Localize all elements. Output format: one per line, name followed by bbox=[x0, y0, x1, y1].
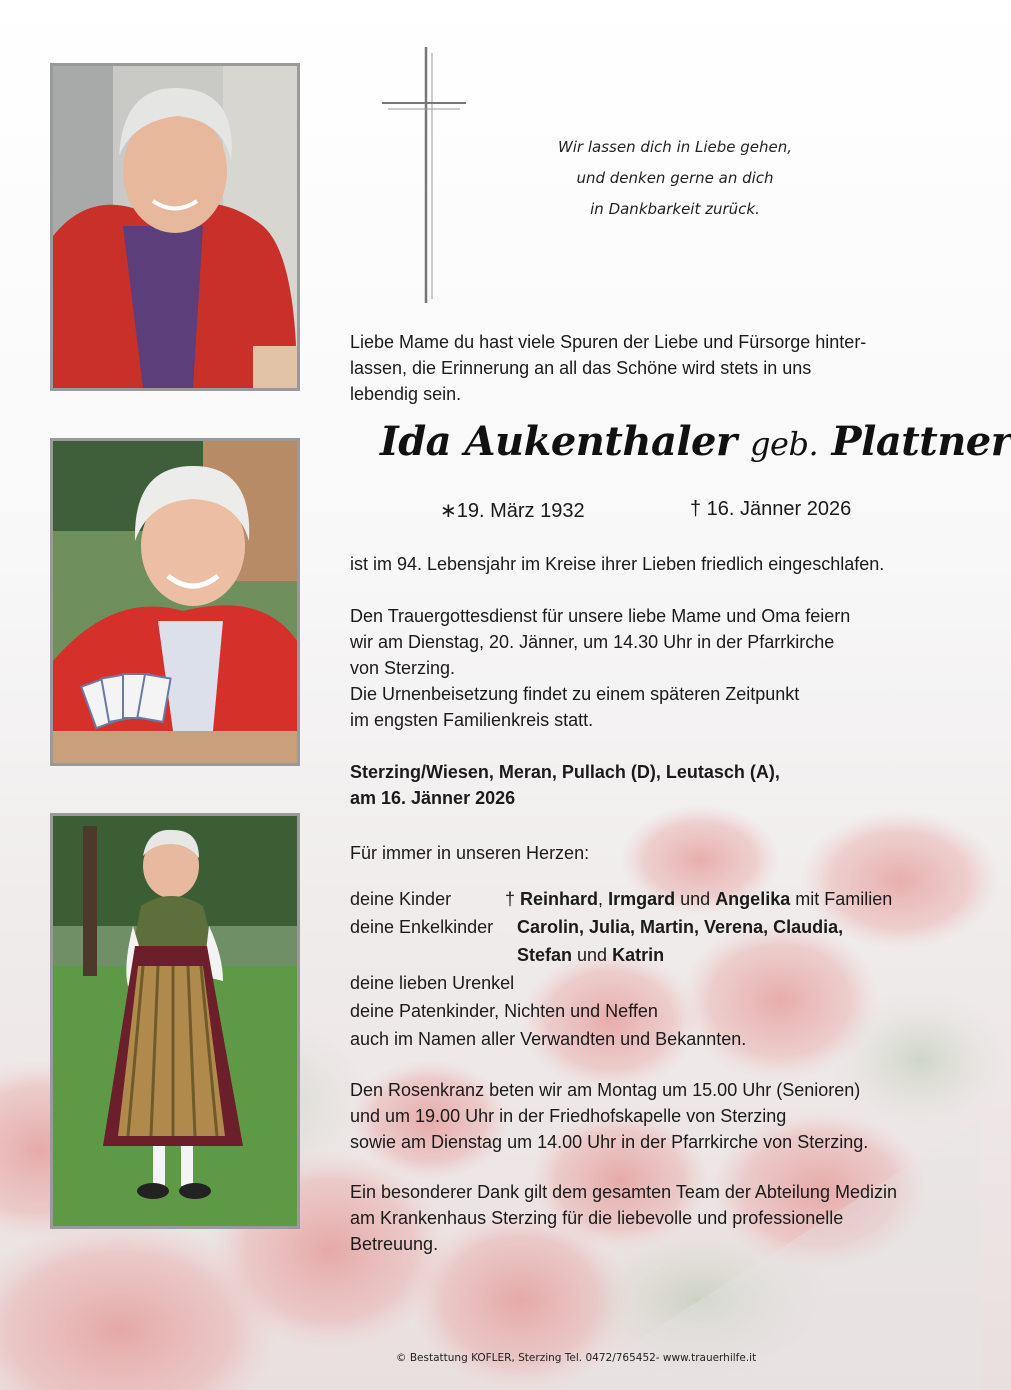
thanks-line: Ein besonderer Dank gilt dem gesamten Team der Abteilung Medizin bbox=[350, 1182, 897, 1202]
kinder-name-1: Reinhard bbox=[520, 889, 599, 909]
enkel-names-2 bbox=[517, 941, 664, 969]
motto-line: Wir lassen dich in Liebe gehen, bbox=[557, 138, 793, 156]
birth-date: ∗19. März 1932 bbox=[440, 500, 585, 522]
kinder-sep: , bbox=[598, 889, 604, 909]
forever-line: Für immer in unseren Herzen: bbox=[350, 843, 590, 863]
kinder-cross: † bbox=[505, 889, 516, 909]
rosary-line: Den Rosenkranz beten wir am Montag um 15.00 Uhr (Senioren) bbox=[350, 1080, 861, 1100]
service-line: Den Trauergottesdienst für unsere liebe Mame und Oma feiern bbox=[350, 606, 851, 626]
urenkel-line: deine lieben Urenkel bbox=[350, 973, 515, 993]
thanks-line: am Krankenhaus Sterzing für die liebevolle und professionelle bbox=[350, 1208, 844, 1228]
passing-text bbox=[350, 551, 965, 577]
service-line: im engsten Familienkreis statt. bbox=[350, 710, 594, 730]
passing-line: ist im 94. Lebensjahr im Kreise ihrer Lieben friedlich eingeschlafen. bbox=[350, 554, 885, 574]
deceased-name bbox=[380, 418, 1011, 465]
intro-text bbox=[350, 329, 965, 407]
family-row-paten bbox=[350, 997, 970, 1025]
enkel-name-stefan: Stefan bbox=[517, 945, 573, 965]
kinder-name-3: Angelika bbox=[715, 889, 791, 909]
deceased-first-name: Ida Aukenthaler bbox=[380, 418, 737, 465]
enkel-names-1: Carolin, Julia, Martin, Verena, Claudia, bbox=[517, 917, 844, 937]
funeral-home-footer: © Bestattung KOFLER, Sterzing Tel. 0472/765452- www.trauerhilfe.it bbox=[396, 1352, 757, 1364]
family-row-enkel bbox=[350, 913, 970, 941]
portrait-photo-1 bbox=[50, 63, 300, 391]
enkel-label: deine Enkelkinder bbox=[350, 917, 494, 937]
rosary-line: sowie am Dienstag um 14.00 Uhr in der Pfarrkirche von Sterzing. bbox=[350, 1132, 869, 1152]
places-line: am 16. Jänner 2026 bbox=[350, 788, 516, 808]
family-row-urenkel bbox=[350, 969, 970, 997]
photo-woman-playing-cards bbox=[53, 441, 297, 763]
motto-line: und denken gerne an dich bbox=[576, 169, 774, 187]
service-text bbox=[350, 603, 965, 733]
motto-quote bbox=[520, 132, 830, 225]
forever-heading bbox=[350, 840, 965, 866]
family-list bbox=[350, 885, 970, 1053]
service-line: Die Urnenbeisetzung findet zu einem späteren Zeitpunkt bbox=[350, 684, 800, 704]
service-line: von Sterzing. bbox=[350, 658, 456, 678]
family-row-enkel-2 bbox=[350, 941, 970, 969]
rosary-line: und um 19.00 Uhr in der Friedhofskapelle von Sterzing bbox=[350, 1106, 787, 1126]
motto-line: in Dankbarkeit zurück. bbox=[590, 200, 760, 218]
portrait-photo-3 bbox=[50, 813, 300, 1229]
enkel-name-katrin: Katrin bbox=[612, 945, 665, 965]
kinder-name-2: Irmgard bbox=[608, 889, 676, 909]
rosary-text bbox=[350, 1077, 965, 1155]
places-line: Sterzing/Wiesen, Meran, Pullach (D), Leutasch (A), bbox=[350, 762, 780, 782]
family-row-kinder bbox=[350, 885, 970, 913]
thanks-line: Betreuung. bbox=[350, 1234, 439, 1254]
enkel-und: und bbox=[577, 945, 608, 965]
cross-icon bbox=[380, 45, 470, 305]
kinder-label: deine Kinder bbox=[350, 889, 452, 909]
verwandte-line: auch im Namen aller Verwandten und Bekannten. bbox=[350, 1029, 747, 1049]
kinder-suffix: mit Familien bbox=[795, 889, 893, 909]
places-date bbox=[350, 759, 965, 811]
photo-woman-red-jacket bbox=[53, 66, 297, 388]
family-row-verwandte bbox=[350, 1025, 970, 1053]
kinder-und: und bbox=[680, 889, 711, 909]
photo-woman-dirndl bbox=[53, 816, 297, 1226]
kinder-names bbox=[505, 885, 892, 913]
service-line: wir am Dienstag, 20. Jänner, um 14.30 Uhr in der Pfarrkirche bbox=[350, 632, 835, 652]
death-date: † 16. Jänner 2026 bbox=[690, 498, 852, 520]
thanks-text bbox=[350, 1179, 965, 1257]
intro-line: Liebe Mame du hast viele Spuren der Liebe und Fürsorge hinter- bbox=[350, 332, 867, 352]
geb-label: geb. bbox=[750, 425, 819, 463]
paten-line: deine Patenkinder, Nichten und Neffen bbox=[350, 1001, 658, 1021]
intro-line: lassen, die Erinnerung an all das Schöne wird stets in uns bbox=[350, 358, 812, 378]
deceased-birth-name: Plattner bbox=[831, 418, 1011, 465]
intro-line: lebendig sein. bbox=[350, 384, 462, 404]
portrait-photo-2 bbox=[50, 438, 300, 766]
